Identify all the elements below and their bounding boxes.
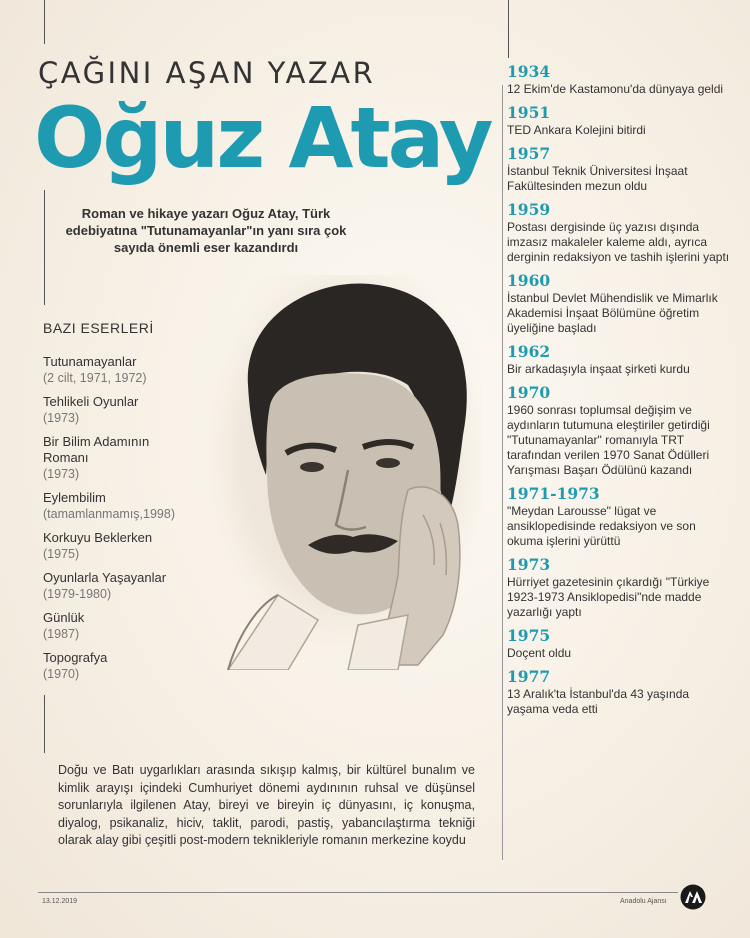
work-title: Topografya bbox=[43, 650, 108, 665]
work-detail: (tamamlanmamış,1998) bbox=[43, 507, 175, 521]
timeline-year: 1957 bbox=[507, 144, 551, 163]
top-left-divider bbox=[44, 0, 45, 44]
work-title: Günlük bbox=[43, 610, 85, 625]
timeline-text: 12 Ekim'de Kastamonu'da dünyaya geldi bbox=[507, 82, 724, 96]
agency-name: Anadolu Ajansı bbox=[620, 898, 667, 905]
summary-paragraph: Doğu ve Batı uygarlıkları arasında sıkışıp kalmış, bir kültürel bunalım ve kimlik arayışı içindeki Cumhuriyet dönemi aydınının ruhsal ve düşünsel sorunlarıyla ilgilenen Atay, bireyi ve bireyin iç dünyasını, iç konuşma, diyalog, psikanaliz, hiciv, taklit, parodi, pastiş, yabancılaştırma tekniği olarak alay gibi çeşitli post-modern teknikleriyle romanın merkezine koydu bbox=[58, 763, 475, 847]
timeline-event bbox=[507, 626, 732, 661]
page-subtitle: ÇAĞINI AŞAN YAZAR bbox=[38, 56, 376, 90]
timeline-year: 1934 bbox=[507, 62, 551, 81]
work-item bbox=[43, 650, 233, 682]
timeline-text: 13 Aralık'ta İstanbul'da 43 yaşında yaşama veda etti bbox=[507, 687, 690, 716]
publish-date: 13.12.2019 bbox=[42, 898, 78, 905]
work-detail: (1973) bbox=[43, 467, 80, 481]
work-detail: (1987) bbox=[43, 627, 80, 641]
timeline-year: 1975 bbox=[507, 626, 551, 645]
timeline-event bbox=[507, 271, 732, 336]
timeline-year: 1973 bbox=[507, 555, 551, 574]
timeline-text: Hürriyet gazetesinin çıkardığı "Türkiye 1923-1973 Ansiklopedisi"nde madde yazarlığı yaptı bbox=[507, 575, 710, 619]
work-title: Eylembilim bbox=[43, 490, 106, 505]
timeline-year: 1970 bbox=[507, 383, 551, 402]
timeline-event bbox=[507, 144, 732, 194]
work-detail: (1979-1980) bbox=[43, 587, 112, 601]
work-title: Tehlikeli Oyunlar bbox=[43, 394, 139, 409]
work-item bbox=[43, 434, 233, 482]
work-title: Oyunlarla Yaşayanlar bbox=[43, 570, 167, 585]
intro-text: Roman ve hikaye yazarı Oğuz Atay, Türk edebiyatına "Tutunamayanlar"ın yanı sıra çok sayıda önemli eser kazandırdı bbox=[65, 206, 347, 255]
timeline-event bbox=[507, 62, 732, 97]
work-item bbox=[43, 530, 233, 562]
timeline bbox=[507, 62, 732, 723]
timeline-text: İstanbul Devlet Mühendislik ve Mimarlık Akademisi İnşaat Bölümüne öğretim üyeliğine başladı bbox=[507, 291, 718, 335]
timeline-year: 1951 bbox=[507, 103, 551, 122]
work-detail: (2 cilt, 1971, 1972) bbox=[43, 371, 147, 385]
timeline-text: İstanbul Teknik Üniversitesi İnşaat Fakültesinden mezun oldu bbox=[507, 164, 688, 193]
timeline-event bbox=[507, 200, 732, 265]
timeline-top-divider bbox=[508, 0, 509, 58]
work-title: Korkuyu Beklerken bbox=[43, 530, 153, 545]
timeline-event bbox=[507, 555, 732, 620]
work-title: Bir Bilim Adamının Romanı bbox=[43, 434, 150, 465]
timeline-year: 1960 bbox=[507, 271, 551, 290]
page-title: Oğuz Atay bbox=[34, 89, 491, 187]
timeline-divider bbox=[502, 85, 503, 860]
footer-divider bbox=[38, 892, 678, 893]
work-item bbox=[43, 610, 233, 642]
timeline-text: 1960 sonrası toplumsal değişim ve aydınların tutumuna eleştiriler getirdiği "Tutunamayanlar" romanıyla TRT tarafından verilen 1970 Sanat Ödülleri Yarışması Başarı Ödülünü kazandı bbox=[507, 403, 710, 477]
timeline-event bbox=[507, 383, 732, 478]
work-item bbox=[43, 570, 233, 602]
timeline-year: 1962 bbox=[507, 342, 551, 361]
timeline-text: Postası dergisinde üç yazısı dışında imzasız makaleler kaleme aldı, ayrıca derginin redaksiyon ve tashih işlerini yaptı bbox=[507, 220, 730, 264]
work-detail: (1970) bbox=[43, 667, 80, 681]
timeline-event bbox=[507, 103, 732, 138]
timeline-text: Doçent oldu bbox=[507, 646, 572, 660]
anadolu-agency-logo-icon bbox=[680, 884, 706, 910]
timeline-event bbox=[507, 667, 732, 717]
portrait-image bbox=[208, 275, 483, 670]
work-title: Tutunamayanlar bbox=[43, 354, 137, 369]
work-detail: (1973) bbox=[43, 411, 80, 425]
timeline-text: Bir arkadaşıyla inşaat şirketi kurdu bbox=[507, 362, 690, 376]
timeline-event bbox=[507, 484, 732, 549]
work-item bbox=[43, 354, 233, 386]
work-item bbox=[43, 490, 233, 522]
timeline-text: TED Ankara Kolejini bitirdi bbox=[507, 123, 646, 137]
timeline-event bbox=[507, 342, 732, 377]
timeline-text: "Meydan Larousse" lügat ve ansiklopedisinde redaksiyon ve son okuma işlerini yürüttü bbox=[507, 504, 696, 548]
work-item bbox=[43, 394, 233, 426]
intro-divider bbox=[44, 190, 45, 305]
timeline-year: 1959 bbox=[507, 200, 551, 219]
timeline-year: 1977 bbox=[507, 667, 551, 686]
work-detail: (1975) bbox=[43, 547, 80, 561]
timeline-year: 1971-1973 bbox=[507, 484, 600, 503]
works-list bbox=[43, 354, 233, 690]
works-heading: BAZI ESERLERİ bbox=[43, 320, 154, 336]
works-divider bbox=[44, 695, 45, 753]
